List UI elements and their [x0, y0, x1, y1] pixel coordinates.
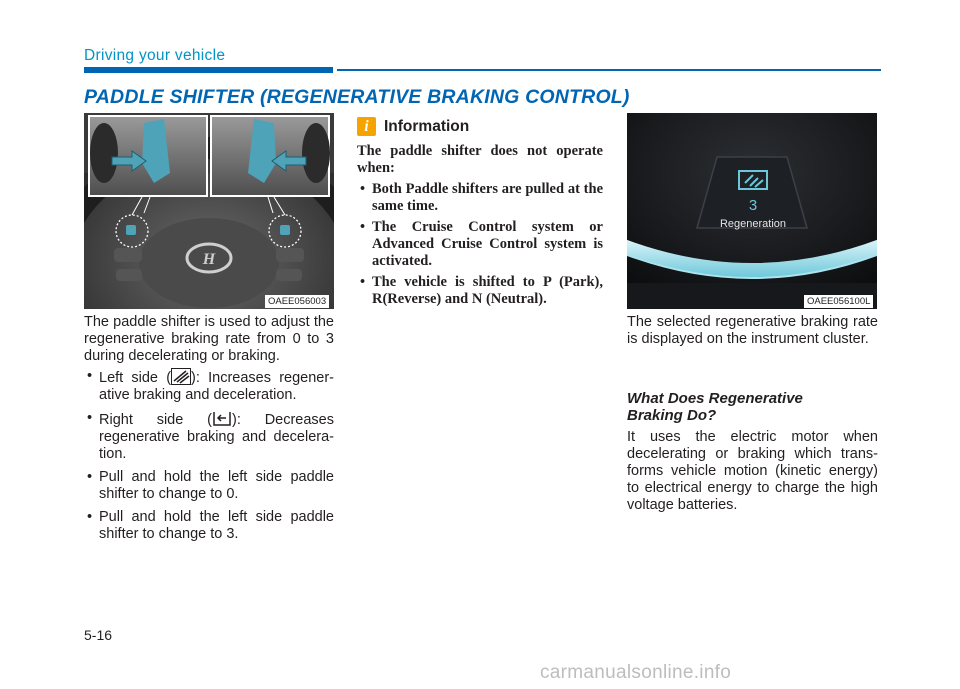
- image-code-left: OAEE056003: [265, 295, 329, 308]
- information-bullet-list: [357, 181, 603, 314]
- intro-paragraph: The paddle shifter is used to adjust the regenerative braking rate from 0 to 3 during decelerating or braking.: [84, 314, 334, 364]
- list-item: • Both Paddle shifters are pulled at the same time.: [357, 181, 603, 215]
- list-item: • The Cruise Control system or Advanced Cruise Control system is activated.: [357, 219, 603, 270]
- instrument-cluster-photo: [627, 113, 877, 309]
- section-label: Driving your vehicle: [84, 47, 226, 64]
- steering-wheel-photo: [84, 113, 334, 309]
- list-item: • Left side ( ): Increases regener-ative braking and deceleration.: [84, 368, 334, 404]
- header-rule-thin: [337, 69, 881, 71]
- cluster-paragraph: The selected regenerative braking rate is displayed on the instrument cluster.: [627, 314, 878, 347]
- regen-decrease-icon: [212, 410, 232, 427]
- list-item: • The vehicle is shifted to P (Park), R(Reverse) and N (Neutral).: [357, 274, 603, 308]
- info-icon: i: [357, 117, 376, 136]
- watermark: carmanualsonline.info: [540, 662, 732, 683]
- information-header: [357, 117, 469, 136]
- regen-increase-icon: [171, 368, 191, 385]
- list-item: • Pull and hold the left side paddle shifter to change to 0.: [84, 469, 334, 503]
- information-intro: The paddle shifter does not operate when:: [357, 143, 603, 176]
- svg-text:H: H: [202, 251, 216, 268]
- subheading: What Does Regenerative Braking Do?: [627, 390, 803, 424]
- list-item: • Pull and hold the left side paddle shifter to change to 3.: [84, 509, 334, 543]
- page-number: 5-16: [84, 627, 113, 643]
- image-code-right: OAEE056100L: [804, 295, 873, 308]
- answer-paragraph: It uses the electric motor when decelerating or braking which trans-forms vehicle motion (kinetic energy) to electrical energy to charge the high voltage batteries.: [627, 429, 878, 513]
- cluster-label: Regeneration: [719, 218, 787, 230]
- header-rule-thick: [84, 67, 333, 73]
- list-item: • Right side ( ): Decreases regenerative braking and decelera-tion.: [84, 410, 334, 463]
- paddle-bullet-list: [84, 368, 334, 549]
- information-title: Information: [384, 117, 470, 135]
- cluster-level: 3: [748, 197, 758, 214]
- page-title: PADDLE SHIFTER (REGENERATIVE BRAKING CONTROL): [84, 86, 630, 108]
